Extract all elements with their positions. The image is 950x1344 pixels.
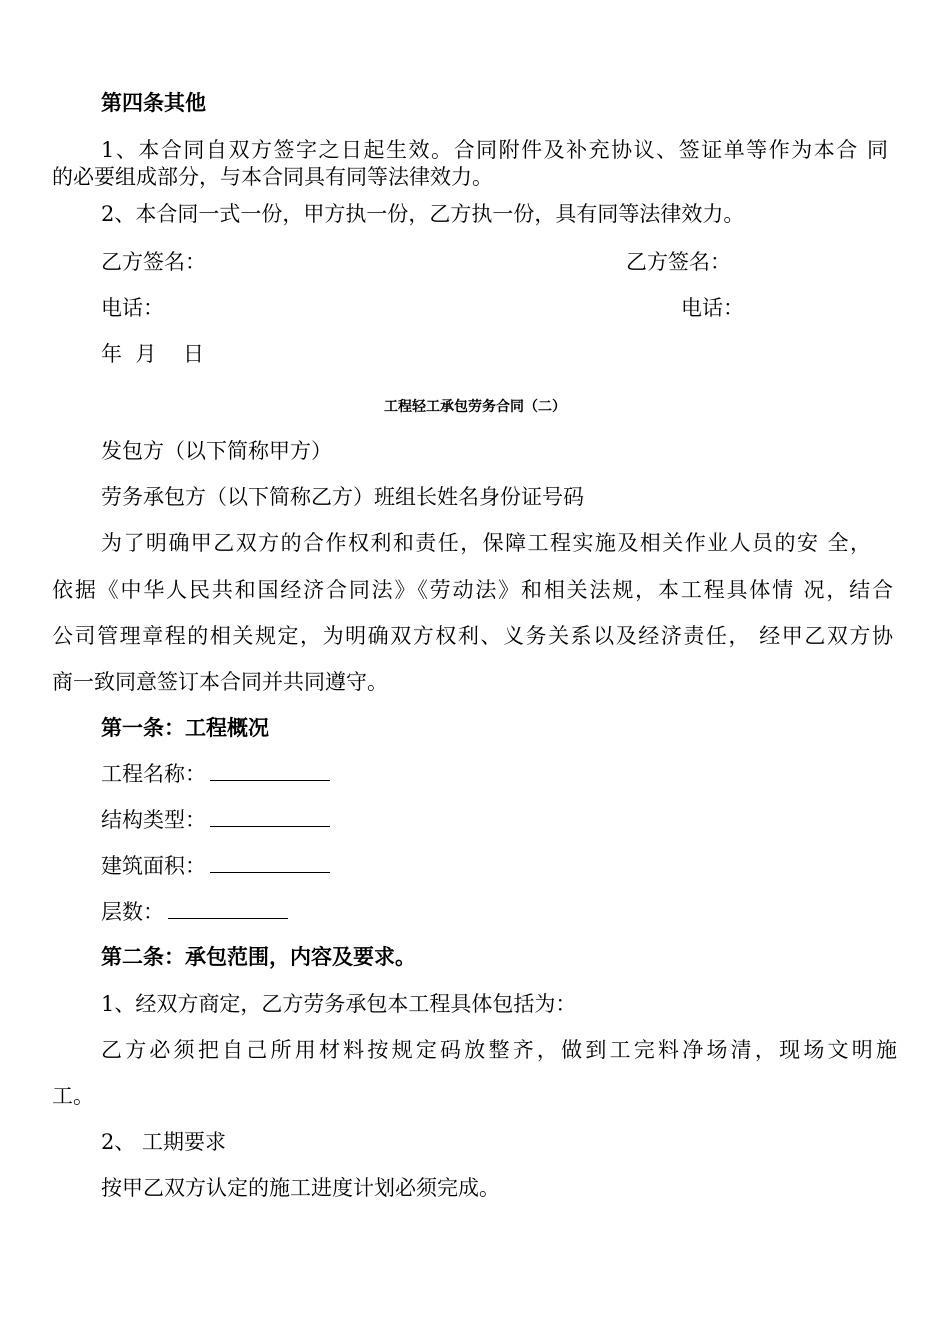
article2-item1: 1、经双方商定，乙方劳务承包本工程具体包括为： [101, 992, 577, 1016]
building-area-blank [210, 852, 330, 873]
floors-label: 层数： [101, 900, 164, 924]
party-b-signature-right: 乙方签名： [626, 250, 731, 274]
phone-right: 电话： [681, 296, 744, 320]
article4-item2: 2、本合同一式一份，甲方执一份，乙方执一份，具有同等法律效力。 [101, 202, 745, 226]
article4-heading: 第四条其他 [101, 90, 206, 115]
article4-item1-line2: 的必要组成部分，与本合同具有同等法律效力。 [52, 165, 493, 189]
project-name-blank [210, 760, 330, 781]
intro-line3: 公司管理章程的相关规定，为明确双方权利、义务关系以及经济责任， 经甲乙双方协 [52, 624, 893, 648]
project-name-field [101, 760, 330, 788]
contractor-line: 劳务承包方（以下简称乙方）班组长姓名身份证号码 [101, 485, 584, 509]
party-b-signature-left: 乙方签名： [101, 250, 206, 274]
structure-type-field [101, 806, 330, 834]
article2-item1-detail-line2: 工。 [52, 1084, 94, 1108]
article2-heading: 第二条：承包范围，内容及要求。 [101, 944, 416, 969]
article2-item2: 2、 工期要求 [101, 1130, 227, 1154]
intro-line2: 依据《中华人民共和国经济合同法》《劳动法》和相关法规，本工程具体情 况，结合 [52, 578, 894, 602]
structure-type-blank [210, 806, 330, 827]
article1-heading: 第一条：工程概况 [101, 715, 269, 740]
signature-date: 年 月 日 [101, 342, 205, 366]
building-area-label: 建筑面积： [101, 854, 206, 878]
article4-item1-line1: 1、本合同自双方签字之日起生效。合同附件及补充协议、签证单等作为本合 同 [101, 138, 888, 162]
article2-item2-detail: 按甲乙双方认定的施工进度计划必须完成。 [101, 1176, 500, 1200]
employer-line: 发包方（以下简称甲方） [101, 439, 332, 463]
contract2-title: 工程轻工承包劳务合同（二） [384, 399, 566, 415]
floors-blank [168, 898, 288, 919]
building-area-field [101, 852, 330, 880]
floors-field [101, 898, 288, 926]
intro-line1: 为了明确甲乙双方的合作权利和责任，保障工程实施及相关作业人员的安 全， [101, 531, 871, 555]
article2-item1-detail-line1: 乙方必须把自己所用材料按规定码放整齐，做到工完料净场清，现场文明施 [101, 1038, 897, 1062]
structure-type-label: 结构类型： [101, 808, 206, 832]
phone-left: 电话： [101, 296, 164, 320]
intro-line4: 商一致同意签订本合同并共同遵守。 [52, 670, 388, 694]
project-name-label: 工程名称： [101, 762, 206, 786]
